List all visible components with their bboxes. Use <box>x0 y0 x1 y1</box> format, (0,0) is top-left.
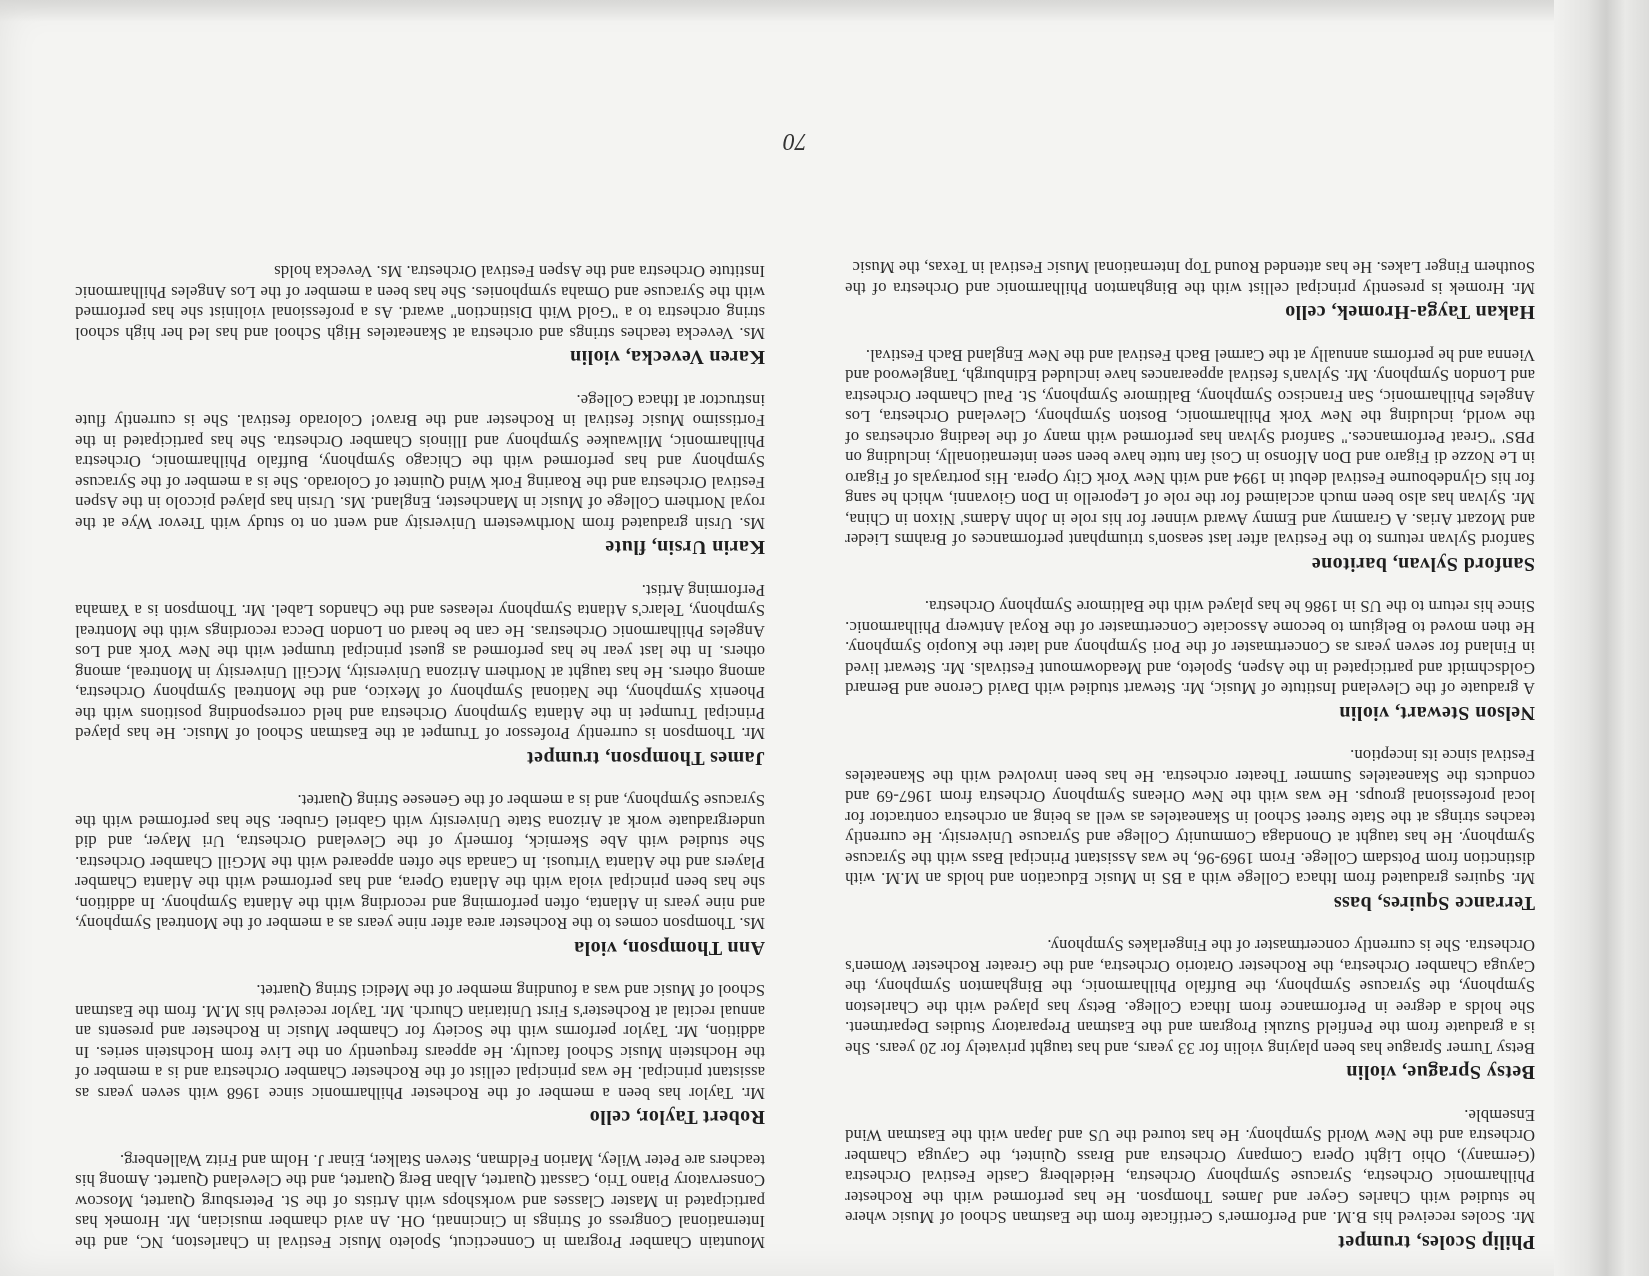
left-column <box>845 235 1535 1252</box>
right-column <box>75 239 765 1252</box>
bio-entry <box>75 980 765 1128</box>
bio-text: Ms. Thompson comes to the Rochester area after nine years as a member of the Montreal Symphony, and nine years in Atlanta, often performing and recording with the Atlanta Symphony. In addition, she has been principal viola with the Atlanta Opera, and has performed with the Atlanta Chamber Players and the Atlanta Virtuosi. In Canada she often appeared with the McGill Chamber Orchestra. She studied with Abe Skernick, formerly of the Cleveland Orchestra, Uri Mayer, and did undergraduate work at Arizona State University with Gabriel Gruber. She has performed with the Syracuse Symphony, and is a member of the Genesee String Quartet. <box>75 791 765 934</box>
bio-heading: Terrance Squires, bass <box>1333 892 1535 914</box>
bio-text: Ms. Vevecka teaches strings and orchestra at Skaneateles High School and has led her high school string orchestra to a "Gold With Distinction" award. As a professional violinist she has performed with the Syracuse and Omaha symphonies. She has been a member of the Los Angeles Philharmonic Institute Orchestra and the Aspen Festival Orchestra. Ms. Vevecka holds <box>75 262 765 343</box>
bio-text: Ms. Ursin graduated from Northwestern University and went on to study with Trevor Wye at the royal Northern College of Music in Manchester, England. Ms. Ursin has played piccolo in the Aspen Festival Orchestra and the Roaring Fork Wind Quintet of Colorado. She is a member of the Syracuse Symphony and has performed with the Chicago Symphony, Buffalo Philharmonic, Orchestra Philharmonic, Milwaukee Symphony and Illinois Chamber Orchestra. She has participated in the Fortissimo Music festival in Rochester and the Bravo! Colorado festival. She is currently flute instructor at Ithaca College. <box>75 391 765 533</box>
bio-heading: Sanford Sylvan, baritone <box>1311 553 1535 575</box>
bio-heading: Ann Thompson, viola <box>573 937 765 959</box>
bio-entry <box>845 257 1535 323</box>
bio-continuation <box>75 1150 765 1253</box>
scan-top-shadow <box>0 0 1649 22</box>
bio-text: A graduate of the Cleveland Institute of Music, Mr. Stewart studied with David Cerone and Bernard Goldschmidt and participated in the Aspen, Spoleto, and Meadowmount Festivals. Mr. Stewart lived in Finland for seven years as Concertmaster of the Pori Symphony and later the Kuopio Symphony. He then moved to Belgium to become Associate Concertmaster of the Royal Antwerp Philharmonic. Since his return to the US in 1986 he has played with the Baltimore Symphony Orchestra. <box>845 597 1535 699</box>
bio-entry <box>845 345 1535 575</box>
bio-heading: Robert Taylor, cello <box>589 1106 765 1129</box>
bio-text: Mr. Thompson is currently Professor of Trumpet at the Eastman School of Music. He has played Principal Trumpet in the Atlanta Symphony Orchestra and held corresponding positions with the Phoenix Symphony, the National Symphony of Mexico, and the Montreal Symphony Orchestra, among others. He has taught at Northern Arizona University, McGill University in Montreal, among others. In the last year he has performed as guest principal trumpet with the New York and Los Angeles Philharmonic Orchestras. He can be heard on London Decca recordings with the Montreal Symphony, Telarc's Atlanta Symphony releases and the Chandos Label. Mr. Thompson is a Yamaha Performing Artist. <box>75 581 765 744</box>
bio-entry <box>75 261 765 368</box>
bio-heading: Hakan Tayga-Hromek, cello <box>1284 301 1535 324</box>
bio-text: Sanford Sylvan returns to the Festival after last season's triumphant performances of Brahms Lieder and Mozart Arias. A Grammy and Emmy Award winner for his role in John Adams' Nixon in China, Mr. Sylvan has also been much acclaimed for the role of Leporello in Don Giovanni, which he sang for his Glyndebourne Festival debut in 1994 and with New York City Opera. His portrayals of Figaro in Le Nozze di Figaro and Don Alfonso in Così fan tutte have been seen internationally, including on PBS' "Great Performances." Sanford Sylvan has performed with many of the leading orchestras of the world, including the New York Philharmonic, Boston Symphony, Cleveland Orchestra, Los Angeles Philharmonic, San Francisco Symphony, Baltimore Symphony, St. Paul Chamber Orchestra and London Symphony. Mr. Sylvan's festival appearances have included Edinburgh, Tanglewood and Vienna and he performs annually at the Carmel Bach Festival and the New England Bach Festival. <box>845 346 1535 550</box>
bio-text: Mr. Squires graduated from Ithaca College with a BS in Music Education and holds an M.M. with distinction from Potsdam College. From 1969-96, he was Assistant Principal Bass with the Syracuse Symphony. He has taught at Onondaga Community College and Syracuse University. He currently teaches strings at the State Street School in Skaneateles as well as being an orchestra contractor for local professional groups. He was with the New Orleans Symphony Orchestra from 1967-69 and conducts the Skaneateles Summer Theater orchestra. He has been involved with the Skaneateles Festival since its inception. <box>845 746 1535 889</box>
bio-entry <box>845 935 1535 1083</box>
bio-entry <box>845 596 1535 723</box>
bio-entry <box>845 1105 1535 1253</box>
bio-heading: Karin Ursin, flute <box>605 536 765 559</box>
bio-text: Betsy Turner Sprague has been playing violin for 33 years, and has taught privately for 20 years. She is a graduate from the Penfield Suzuki Program and the Eastman Preparatory Studies Department. She holds a degree in Performance from Ithaca College. Betsy has played with the Charleston Symphony, the Syracuse Symphony, the Buffalo Philharmonic, the Binghamton Symphony, the Cayuga Chamber Orchestra, the Rochester Oratorio Orchestra, and the Greater Rochester Women's Orchestra. She is currently concertmaster of the Fingerlakes Symphony. <box>845 936 1535 1058</box>
bio-entry <box>75 580 765 769</box>
book-binding-edge <box>1554 0 1649 1276</box>
bio-entry <box>845 745 1535 913</box>
bio-text: Mr. Hromek is presently principal cellist with the Binghamton Philharmonic and Orchestra of the Southern Finger Lakes. He has attended Round Top International Music Festival in Texas, the Music <box>845 258 1535 298</box>
bio-entry <box>75 790 765 958</box>
bio-heading: Betsy Sprague, violin <box>1346 1061 1535 1084</box>
bio-heading: Nelson Stewart, violin <box>1338 702 1535 724</box>
bio-text: Mr. Scoles received his B.M. and Performer's Certificate from the Eastman School of Music where he studied with Charles Geyer and James Thompson. He has performed with the Rochester Philharmonic Orchestra, Syracuse Symphony Orchestra, Heidelberg Castle Festival Orchestra (Germany), Ohio Light Opera Company Orchestra and Brass Quintet, the Cayuga Chamber Orchestra and the New World Symphony. He has toured the US and Japan with the Eastman Wind Ensemble. <box>845 1106 1535 1228</box>
bio-heading: James Thompson, trumpet <box>526 747 765 769</box>
program-page-upside-down <box>55 72 1535 1252</box>
bio-heading: Philip Scoles, trumpet <box>1337 1231 1535 1253</box>
bio-heading: Karen Vevecka, violin <box>569 346 765 369</box>
bio-text: Mountain Chamber Program in Connecticut, Spoleto Music Festival in Charleston, NC, and the International Congress of Strings in Cincinnati, OH. An avid chamber musician, Mr. Hromek has participated in Master Classes and workshops with Artists of the St. Petersburg Quartet, Moscow Conservatory Piano Trio, Cassatt Quartet, Alban Berg Quartet, and the Cleveland Quartet. Among his teachers are Peter Wiley, Marion Feldman, Steven Stalker, Einar J. Holm and Fritz Wallenberg. <box>75 1151 765 1252</box>
page-number: 70 <box>783 128 807 154</box>
bio-entry <box>75 390 765 558</box>
bio-text: Mr. Taylor has been a member of the Rochester Philharmonic since 1968 with seven years as assistant principal. He was principal cellist of the Rochester Chamber Orchestra and is a member of the Hochstein Music School faculty. He appears frequently on the Live from Hochstein series. In addition, Mr. Taylor performs with the Society for Chamber Music in Rochester and presents an annual recital at Rochester's First Unitarian Church. Mr. Taylor received his M.M. from the Eastman School of Music and was a founding member of the Medici String Quartet. <box>75 981 765 1103</box>
